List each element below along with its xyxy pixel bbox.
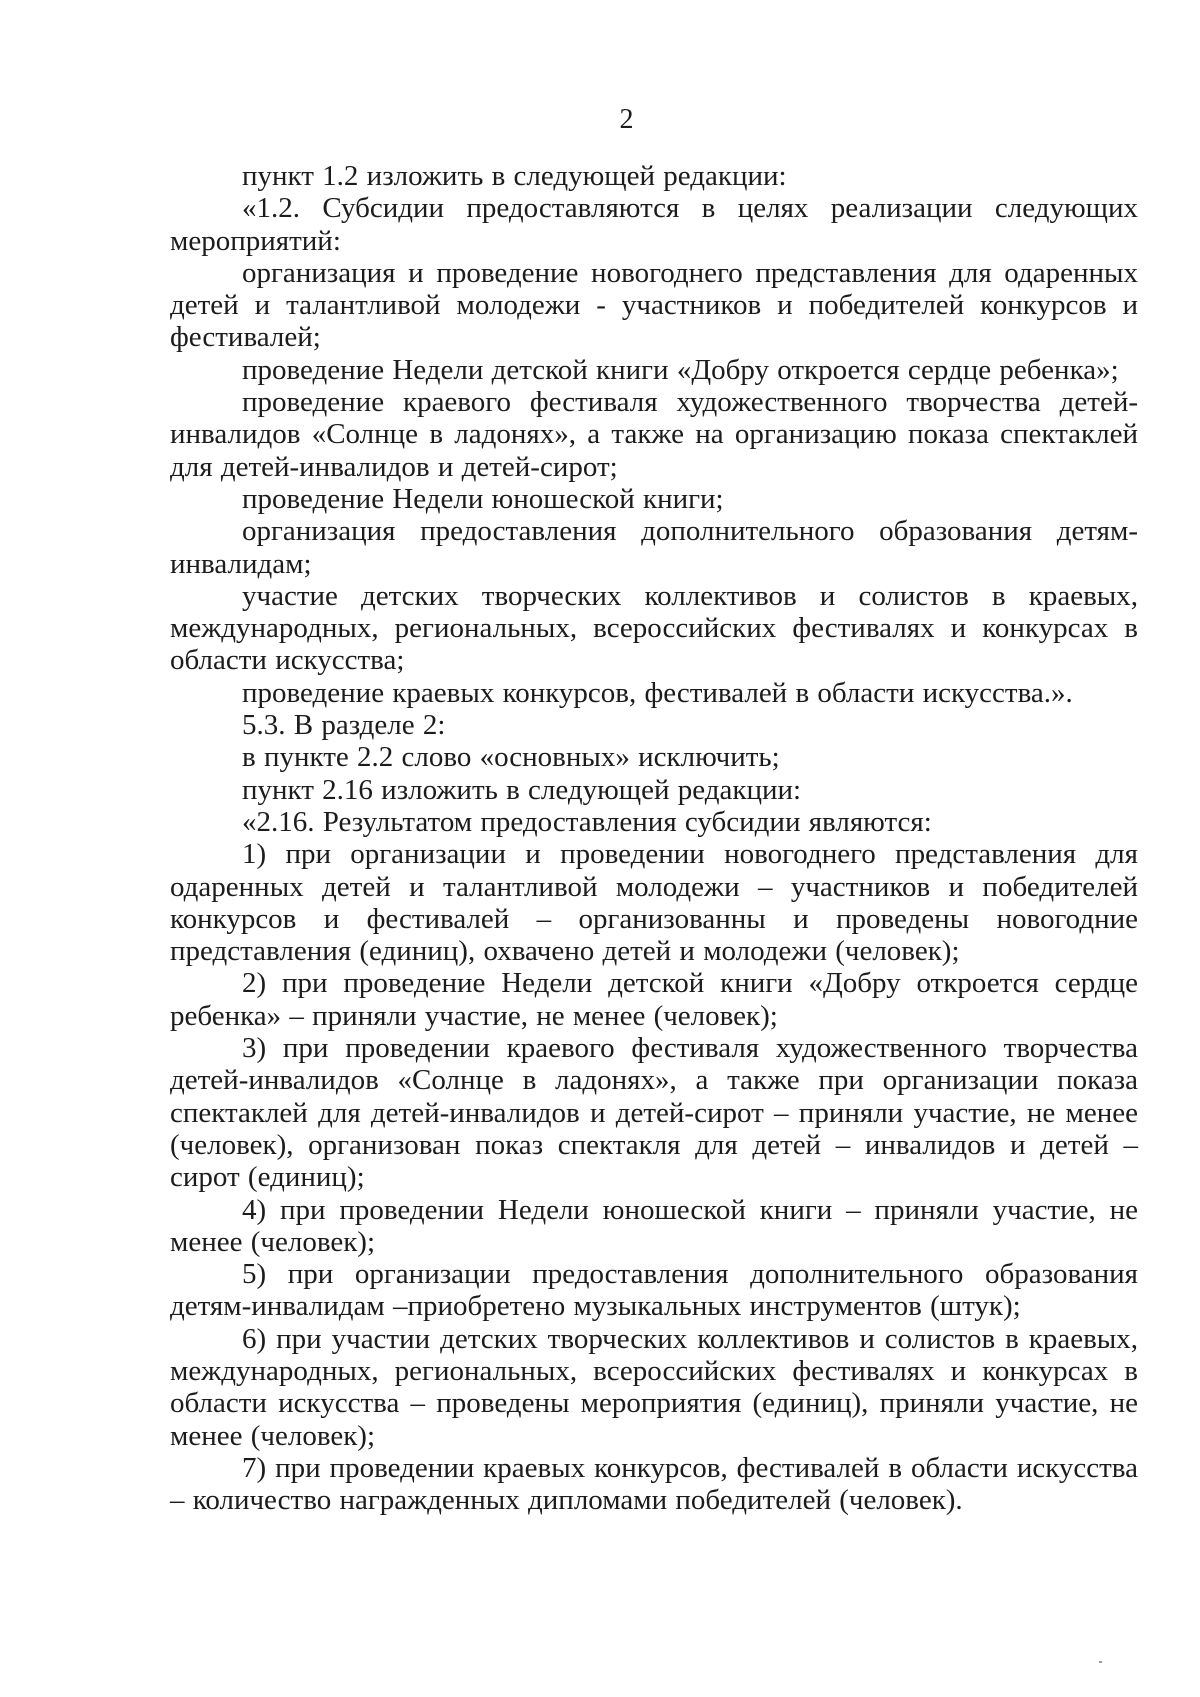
paragraph: «2.16. Результатом предоставления субсидии являются: [242, 805, 932, 838]
paragraph: проведение Недели юношеской книги; [242, 482, 724, 515]
paragraph: 5.3. В разделе 2: [242, 709, 446, 742]
paragraph: пункт 1.2 изложить в следующей редакции: [242, 160, 787, 192]
paragraph: проведение краевых конкурсов, фестивалей в области искусства.». [242, 676, 1073, 709]
paragraph: 3) при проведении краевого фестиваля художественного творчества детей-инвалидов «Солнце в ладонях», а также при организации показа спектаклей для детей-инвалидов и детей-сирот – приняли участие, не менее (человек), организован показ спектакля для детей – инвалидов и детей – сирот (единиц); [170, 1032, 1138, 1194]
paragraph: 5) при организации предоставления дополнительного образования детям-инвалидам –приобретено музыкальных инструментов (штук); [170, 1258, 1138, 1323]
paragraph: 2) при проведение Недели детской книги «Добру откроется сердце ребенка» – приняли участие, не менее (человек); [170, 967, 1138, 1032]
paragraph: пункт 2.16 изложить в следующей редакции: [242, 773, 802, 806]
paragraph: проведение краевого фестиваля художественного творчества детей-инвалидов «Солнце в ладонях», а также на организацию показа спектаклей для детей-инвалидов и детей-сирот; [170, 386, 1138, 483]
paragraph: в пункте 2.2 слово «основных» исключить; [242, 741, 780, 774]
document-body [170, 160, 1138, 1516]
paragraph: 6) при участии детских творческих коллективов и солистов в краевых, международных, региональных, всероссийских фестивалях и конкурсах в области искусства – проведены мероприятия (единиц), приняли участие, не менее (человек); [170, 1322, 1138, 1452]
page-number: 2 [619, 104, 634, 135]
paragraph: 4) при проведении Недели юношеской книги – приняли участие, не менее (человек); [170, 1193, 1138, 1258]
paragraph: 1) при организации и проведении новогоднего представления для одаренных детей и талантливой молодежи – участников и победителей конкурсов и фестивалей – организованны и проведены новогодние представления (единиц), охвачено детей и молодежи (человек); [170, 838, 1138, 968]
paragraph: участие детских творческих коллективов и солистов в краевых, международных, региональных, всероссийских фестивалях и конкурсах в области искусства; [170, 579, 1138, 677]
paragraph: «1.2. Субсидии предоставляются в целях реализации следующих мероприятий: [170, 192, 1138, 257]
scan-speck [1099, 1661, 1102, 1663]
paragraph: организация предоставления дополнительного образования детям-инвалидам; [170, 515, 1138, 580]
paragraph: 7) при проведении краевых конкурсов, фестивалей в области искусства – количество награжденных дипломами победителей (человек). [170, 1451, 1138, 1517]
paragraph: организация и проведение новогоднего представления для одаренных детей и талантливой молодежи - участников и победителей конкурсов и фестивалей; [170, 256, 1138, 354]
paragraph: проведение Недели детской книги «Добру откроется сердце ребенка»; [242, 353, 1119, 386]
